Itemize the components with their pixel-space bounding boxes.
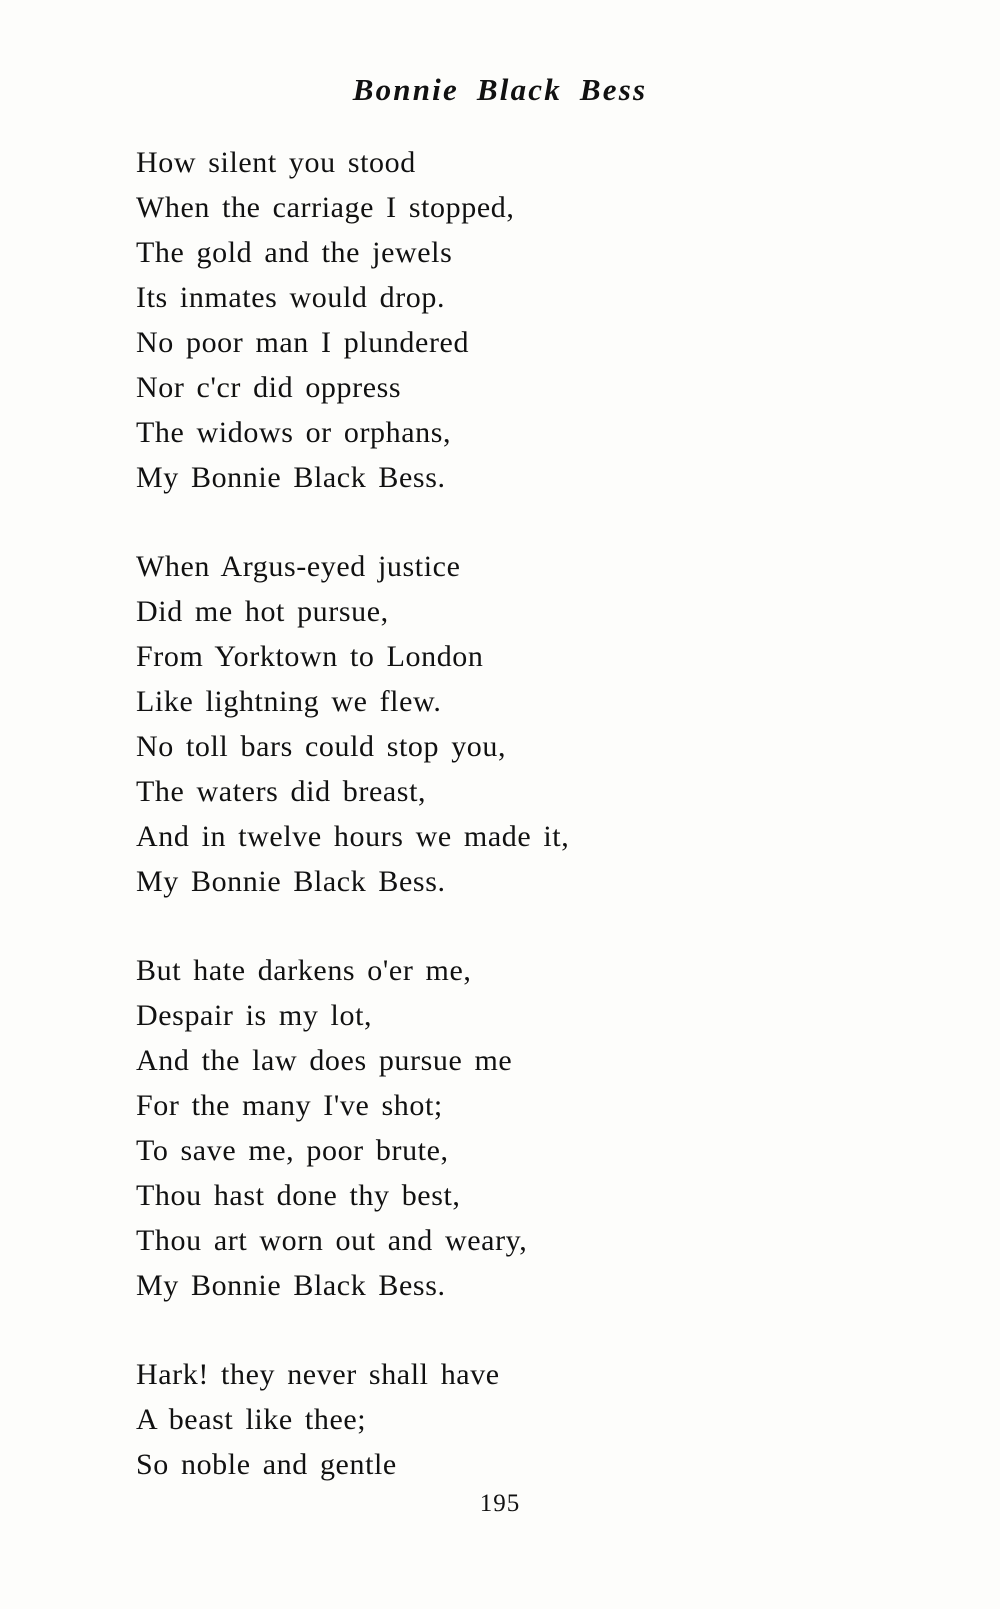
poem-line: So noble and gentle — [136, 1448, 397, 1481]
page-title: Bonnie Black Bess — [352, 72, 648, 107]
poem-line: For the many I've shot; — [136, 1089, 443, 1122]
poem-line: A beast like thee; — [136, 1403, 367, 1436]
poem-line: The widows or orphans, — [136, 416, 452, 449]
poem-line: Despair is my lot, — [136, 999, 373, 1032]
poem-line: The gold and the jewels — [136, 236, 453, 269]
poem-line: Thou art worn out and weary, — [136, 1224, 528, 1257]
poem-line: Nor c'cr did oppress — [136, 371, 402, 404]
poem-line: Thou hast done thy best, — [136, 1179, 461, 1212]
stanza — [136, 948, 896, 1308]
poem-line: Like lightning we flew. — [136, 685, 442, 718]
poem-line: My Bonnie Black Bess. — [136, 461, 446, 494]
page-number: 195 — [479, 1490, 521, 1517]
poem-line: And the law does pursue me — [136, 1044, 513, 1077]
poem-line: Its inmates would drop. — [136, 281, 446, 314]
poem-body — [136, 140, 896, 1531]
poem-line: To save me, poor brute, — [136, 1134, 449, 1167]
poem-line: Hark! they never shall have — [136, 1358, 500, 1391]
poem-line: No poor man I plundered — [136, 326, 470, 359]
poem-line: When the carriage I stopped, — [136, 191, 515, 224]
poem-line: How silent you stood — [136, 146, 416, 179]
poem-line: But hate darkens o'er me, — [136, 954, 472, 987]
stanza — [136, 140, 896, 500]
poem-line: No toll bars could stop you, — [136, 730, 507, 763]
stanza — [136, 1352, 896, 1487]
poem-line: And in twelve hours we made it, — [136, 820, 570, 853]
poem-line: My Bonnie Black Bess. — [136, 1269, 446, 1302]
poem-line: From Yorktown to London — [136, 640, 484, 673]
poem-line: When Argus-eyed justice — [136, 550, 461, 583]
stanza — [136, 544, 896, 904]
poem-line: My Bonnie Black Bess. — [136, 865, 446, 898]
poem-line: The waters did breast, — [136, 775, 427, 808]
poem-line: Did me hot pursue, — [136, 595, 389, 628]
